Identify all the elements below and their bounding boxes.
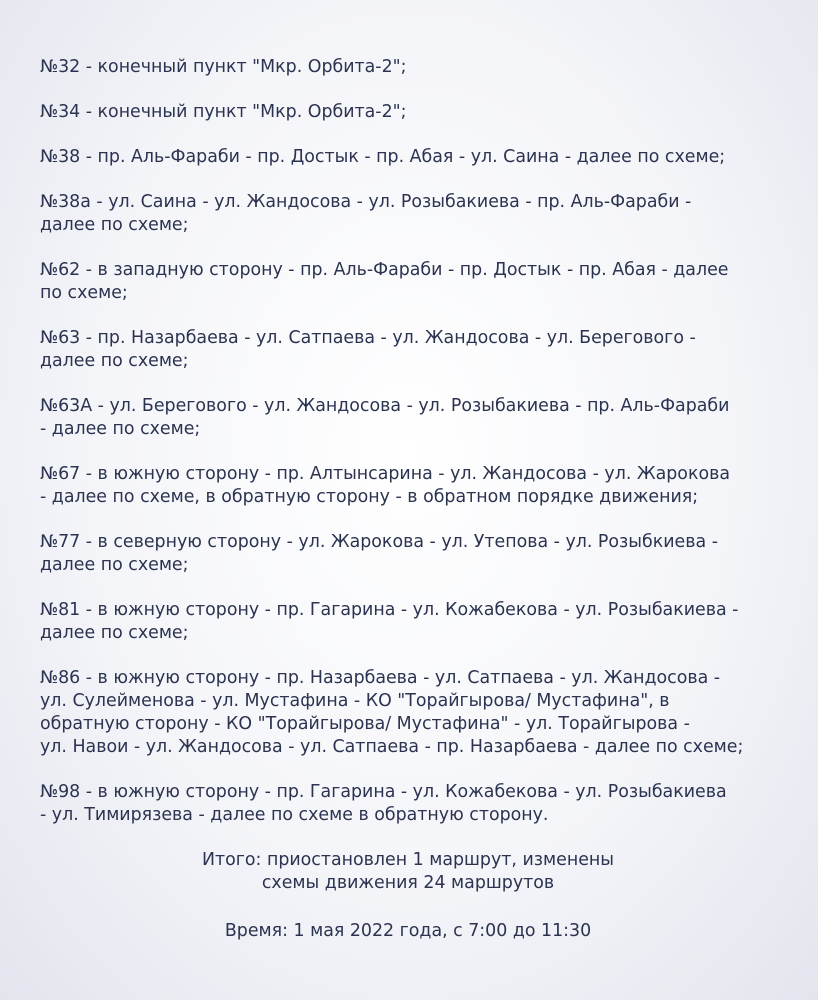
route-line: №81 - в южную сторону - пр. Гагарина - ул. Кожабекова - ул. Розыбакиева -	[40, 600, 739, 620]
route-item	[40, 191, 788, 237]
route-line: далее по схеме;	[40, 555, 189, 575]
time-info: Время: 1 мая 2022 года, с 7:00 до 11:30	[224, 921, 592, 941]
route-item	[40, 327, 788, 373]
summary-line: схемы движения 24 маршрутов	[261, 872, 555, 893]
route-line: ул. Сулейменова - ул. Мустафина - КО "Торайгырова/ Мустафина", в	[40, 691, 670, 711]
route-line: - ул. Тимирязева - далее по схеме в обратную сторону.	[40, 805, 549, 825]
route-item	[40, 599, 788, 645]
route-item	[40, 101, 788, 124]
route-list	[40, 56, 788, 827]
route-line: №63А - ул. Берегового - ул. Жандосова - ул. Розыбакиева - пр. Аль-Фараби	[40, 396, 730, 416]
route-item	[40, 667, 788, 759]
route-item	[40, 146, 788, 169]
route-line: - далее по схеме;	[40, 419, 201, 439]
route-line: №77 - в северную сторону - ул. Жарокова - ул. Утепова - ул. Розыбкиева -	[40, 532, 718, 552]
route-line: далее по схеме;	[40, 351, 189, 371]
route-line: №38а - ул. Саина - ул. Жандосова - ул. Розыбакиева - пр. Аль-Фараби -	[40, 192, 692, 212]
route-line: №67 - в южную сторону - пр. Алтынсарина - ул. Жандосова - ул. Жарокова	[40, 464, 730, 484]
route-line: №62 - в западную сторону - пр. Аль-Фараби - пр. Достык - пр. Абая - далее	[40, 260, 729, 280]
route-line: ул. Навои - ул. Жандосова - ул. Сатпаева - пр. Назарбаева - далее по схеме;	[40, 737, 744, 757]
route-item	[40, 781, 788, 827]
route-line: №32 - конечный пункт "Мкр. Орбита-2";	[40, 57, 407, 77]
route-line: №86 - в южную сторону - пр. Назарбаева - ул. Сатпаева - ул. Жандосова -	[40, 668, 721, 688]
route-line: №34 - конечный пункт "Мкр. Орбита-2";	[40, 102, 407, 122]
route-line: - далее по схеме, в обратную сторону - в обратном порядке движения;	[40, 487, 699, 507]
route-line: №63 - пр. Назарбаева - ул. Сатпаева - ул. Жандосова - ул. Берегового -	[40, 328, 696, 348]
route-line: обратную сторону - КО "Торайгырова/ Мустафина" - ул. Торайгырова -	[40, 714, 690, 734]
route-item	[40, 395, 788, 441]
summary-line: Итого: приостановлен 1 маршрут, изменены	[202, 850, 614, 870]
summary	[40, 849, 788, 894]
route-item	[40, 463, 788, 509]
route-item	[40, 259, 788, 305]
route-line: далее по схеме;	[40, 623, 189, 643]
route-item	[40, 531, 788, 577]
route-line: №38 - пр. Аль-Фараби - пр. Достык - пр. Абая - ул. Саина - далее по схеме;	[40, 147, 726, 167]
route-item	[40, 56, 788, 79]
route-line: по схеме;	[40, 283, 128, 303]
route-line: далее по схеме;	[40, 215, 189, 235]
route-line: №98 - в южную сторону - пр. Гагарина - ул. Кожабекова - ул. Розыбакиева	[40, 782, 727, 802]
